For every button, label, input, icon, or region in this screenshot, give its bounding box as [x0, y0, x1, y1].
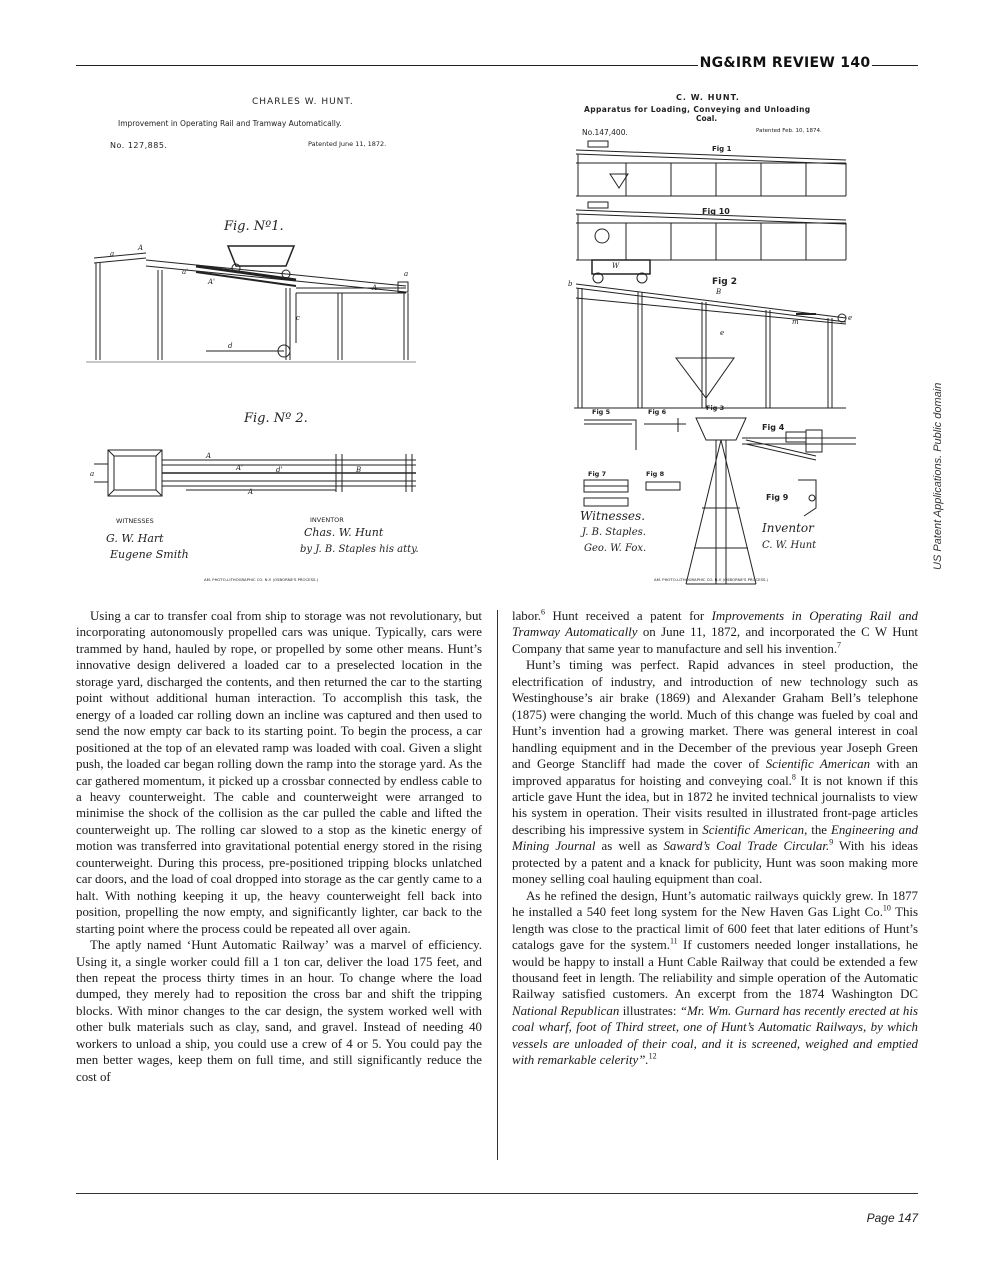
right-p2-text-d: , the — [804, 822, 831, 837]
right-p1-text-b: Hunt received a patent for — [545, 609, 712, 623]
right-p2-text-f: With his ideas protected by a patent and a knack for publicity, Hunt was soon making more money selling coal hauling equipment than coal. — [512, 839, 919, 887]
patent-right-imprint: AM. PHOTO-LITHOGRAPHIC CO. N.Y. (OSBORNE'S PROCESS.) — [654, 577, 769, 582]
patent-left-fig2-letters — [90, 452, 361, 496]
patent-left-date: Patented June 11, 1872. — [308, 140, 387, 148]
svg-text:W: W — [612, 262, 620, 270]
svg-text:d': d' — [276, 466, 283, 474]
footnote-ref-11: 11 — [669, 936, 678, 946]
svg-text:e: e — [720, 329, 725, 337]
right-p2-text-c: It is not known if this article gave Hunt the idea, but in 1872 he invited technical journalists to view his system in operation. Their visits resulted in illustrated front-page articles describing his impressive system in — [512, 773, 918, 837]
patent-left-witness-signature-2: Eugene Smith — [110, 548, 189, 561]
patent-left-fig1-label: Fig. Nº1. — [224, 219, 284, 234]
patent-right-fig3-drawing — [686, 418, 756, 584]
patent-right-number: No.147,400. — [582, 128, 628, 137]
patent-left-fig1-letters — [110, 244, 408, 350]
journal-name-scientific-american: Scientific American — [765, 757, 871, 772]
patent-right-date: Patented Feb. 10, 1874. — [756, 128, 822, 134]
page-number: Page 147 — [866, 1211, 918, 1225]
patent-left-inventor-signature: Chas. W. Hunt — [304, 526, 384, 539]
patent-right-fig7-fig8-drawing — [584, 480, 680, 506]
patent-right-inventor-label: Inventor — [762, 521, 814, 535]
journal-header-title: NG&IRM REVIEW 140 — [699, 55, 871, 71]
patent-left-number: No. 127,885. — [110, 141, 168, 150]
patent-right-witnesses-label: Witnesses. — [580, 509, 646, 523]
patent-left-imprint: AM. PHOTO-LITHOGRAPHIC CO. N.Y. (OSBORNE'S PROCESS.) — [204, 577, 319, 582]
journal-name-engineering-mining: Engineering and Mining Journal — [512, 822, 918, 854]
article-column-right — [512, 608, 918, 1069]
patent-drawing-left-svg — [86, 88, 486, 596]
image-credit — [930, 372, 950, 572]
patent-right-fig8-label: Fig 8 — [646, 470, 665, 478]
patent-left-fig2-drawing — [94, 450, 416, 496]
footer-rule — [76, 1193, 918, 1194]
svg-text:B: B — [716, 288, 722, 296]
patent-right-fig1-label: Fig 1 — [712, 145, 732, 153]
right-p2-text-a: Hunt’s timing was perfect. Rapid advances in steel production, the electrification of industry, and introduction of new technology such as Westinghouse’s air brake (1869) and Alexander Graham Bell’s telephone (1875) were changing the world. Much of this change was fueled by coal and Hunt’s invention had a growing market. There was general interest in coal handling equipment and in the December of the previous year Joseph Green and George Stancliff had made the cover of — [512, 658, 918, 772]
svg-text:A': A' — [208, 278, 215, 286]
patent-right-inventor: C. W. HUNT. — [676, 93, 740, 102]
footnote-ref-7: 7 — [837, 640, 842, 650]
patent-drawing-right — [566, 88, 856, 596]
image-credit-text: US Patent Applications. Public domain — [932, 382, 944, 570]
header-rule-right — [872, 65, 918, 66]
patent-right-fig2-drawing — [574, 260, 846, 408]
journal-name-sawards: Saward’s Coal Trade Circular. — [663, 839, 830, 854]
right-p2-text-e: as well as — [595, 839, 664, 854]
svg-text:m: m — [792, 318, 799, 326]
right-p1-text-c: on June 11, 1872, and incorporated the C W Hunt Company that same year to manufacture and sell his invention. — [512, 625, 918, 656]
patent-left-fig1-drawing — [86, 246, 416, 362]
footnote-ref-9: 9 — [829, 838, 834, 848]
patent-right-fig3-label: Fig 3 — [706, 404, 725, 412]
svg-text:d: d — [228, 342, 233, 350]
left-paragraph-2: The aptly named ‘Hunt Automatic Railway’ was a marvel of efficiency. Using it, a single worker could fill a 1 ton car, deliver the load 175 feet, and then repeat the process thirty times in an hour. To change where the load dumped, they merely had to reposition the cross bar and shift the tripping blocks. With minor changes to the car design, the system worked well with other bulk materials such as clay, sand, and gravel. Instead of needing 40 workers to unload a ship, you could use a crew of 4 or 5. You could pay the men better wages, keep them on full time, and still significantly reduce the cost of — [76, 938, 482, 1084]
patent-right-fig1-drawing — [576, 141, 846, 196]
patent-left-witness-signature-1: G. W. Hart — [106, 532, 164, 545]
svg-text:A: A — [372, 284, 378, 292]
svg-text:e: e — [848, 314, 853, 322]
svg-text:A': A' — [236, 464, 243, 472]
journal-name-scientific-american-2: Scientific American — [702, 822, 805, 837]
svg-text:a: a — [90, 470, 95, 478]
patent-right-fig5-fig6-drawing — [584, 418, 686, 450]
right-p3-text-d: illustrates: — [619, 1003, 680, 1018]
left-paragraph-1: Using a car to transfer coal from ship to storage was not revolutionary, but incorporating autonomously propelled cars was unique. Typically, cars were trammed by hand, hauled by rope, or propelled by some other means. Hunt’s innovative design delivered a loaded car to a preselected location in the storage yard, discharged the contents, and then returned the car to the starting point without additional human interaction. To accomplish this task, the energy of a loaded car rolling down an incline was captured and then used to send the now empty car back to its starting point. To begin the process, a car positioned at the top of an elevated ramp was loaded with coal. Given a slight push, the loaded car began rolling down the ramp into the storage yard. As the car gathered momentum, it picked up a crossbar connected by endless cable to a heavy counterweight. The cable and counterweight were arranged to minimise the shock of the collision as the car pulled the cable and lifted the counterweight up. The rolling car slowed to a stop as the kinetic energy of motion was transferred into gravitational potential energy stored in the rising counterweight. During this process, pre-positioned tripping blocks unlatched car doors, and the load of coal dropped into storage as the car gently came to a halt. With nothing keeping it up, the heavy counterweight fell back into position, propelling the now empty, and significantly lighter, car back to the starting point where the process could be repeated all over again. — [76, 609, 482, 936]
footnote-ref-8: 8 — [791, 772, 796, 782]
patent-drawing-right-svg — [566, 88, 856, 596]
patent-title-italic: Improvements in Operating Rail and Tramway Automatically — [512, 609, 918, 640]
right-p1-text-a: labor. — [512, 609, 541, 623]
patent-right-fig6-label: Fig 6 — [648, 408, 667, 416]
svg-text:c: c — [296, 314, 300, 322]
right-p3-text-c: If customers needed longer installations, he would be happy to install a Hunt Cable Railway that could be extended a few thousand feet in length. The reliability and simple operation of the Automatic Railway satisfied customers. An excerpt from the 1874 Washington DC — [512, 938, 918, 1002]
header-rule-left — [76, 65, 698, 66]
right-paragraph-1 — [512, 608, 918, 657]
footnote-ref-10: 10 — [882, 903, 891, 913]
patent-right-witness-signature-2: Geo. W. Fox. — [584, 543, 647, 554]
patent-right-witness-signature-1: J. B. Staples. — [582, 527, 646, 538]
patent-right-fig9-drawing — [798, 480, 816, 516]
svg-text:a: a — [404, 270, 409, 278]
patent-left-inventor: CHARLES W. HUNT. — [252, 97, 354, 107]
patent-left-attorney-signature: by J. B. Staples his atty. — [300, 544, 419, 555]
patent-drawing-left — [86, 88, 486, 596]
patent-left-fig2-label: Fig. Nº 2. — [244, 411, 308, 426]
footnote-ref-12: 12 — [648, 1051, 657, 1061]
right-paragraph-3 — [512, 888, 918, 1069]
patent-right-inventor-signature: C. W. Hunt — [762, 540, 817, 551]
right-paragraph-2 — [512, 657, 918, 887]
patent-right-fig4-label: Fig 4 — [762, 423, 785, 432]
svg-text:A: A — [138, 244, 144, 252]
newspaper-quote: “Mr. Wm. Gurnard has recently erected at his coal wharf, foot of Third street, one of Hunt’s Automatic Railways, by which vessels are unloaded of their coal, and it is screened, weighed and emptied with remarkable celerity”. — [512, 1003, 918, 1068]
right-p2-text-b: with an improved apparatus for hoisting and conveying coal. — [512, 757, 918, 788]
patent-right-fig10-label: Fig 10 — [702, 207, 730, 216]
svg-text:b: b — [568, 280, 573, 288]
newspaper-name-national-republican: National Republican — [512, 1003, 620, 1018]
right-p3-text-b: This length was close to the practical limit of 600 feet that later editions of Hunt’s catalogs gave for the system. — [512, 905, 918, 953]
patent-left-title: Improvement in Operating Rail and Tramway Automatically. — [118, 119, 342, 128]
patent-right-fig2-label: Fig 2 — [712, 277, 738, 287]
svg-text:A: A — [248, 488, 254, 496]
article-column-left — [76, 608, 482, 1085]
patent-left-inventor-label: INVENTOR — [310, 516, 344, 524]
patent-right-title-line1: Apparatus for Loading, Conveying and Unloading — [584, 105, 811, 114]
patent-right-fig4-drawing — [742, 430, 856, 460]
patent-right-title-line2: Coal. — [696, 114, 718, 123]
svg-text:A: A — [206, 452, 212, 460]
patent-right-fig5-label: Fig 5 — [592, 408, 611, 416]
patent-right-fig9-label: Fig 9 — [766, 493, 789, 502]
patent-right-fig7-label: Fig 7 — [588, 470, 607, 478]
svg-text:a: a — [110, 250, 115, 258]
svg-text:B: B — [356, 466, 362, 474]
right-p3-text-a: As he refined the design, Hunt’s automatic railways quickly grew. In 1877 he installed a 540 feet long system for the New Haven Gas Light Co. — [512, 888, 918, 920]
svg-text:a': a' — [182, 268, 189, 276]
patent-left-witnesses-label: WITNESSES — [116, 517, 154, 525]
column-divider — [497, 610, 498, 1160]
footnote-ref-6: 6 — [541, 607, 545, 617]
